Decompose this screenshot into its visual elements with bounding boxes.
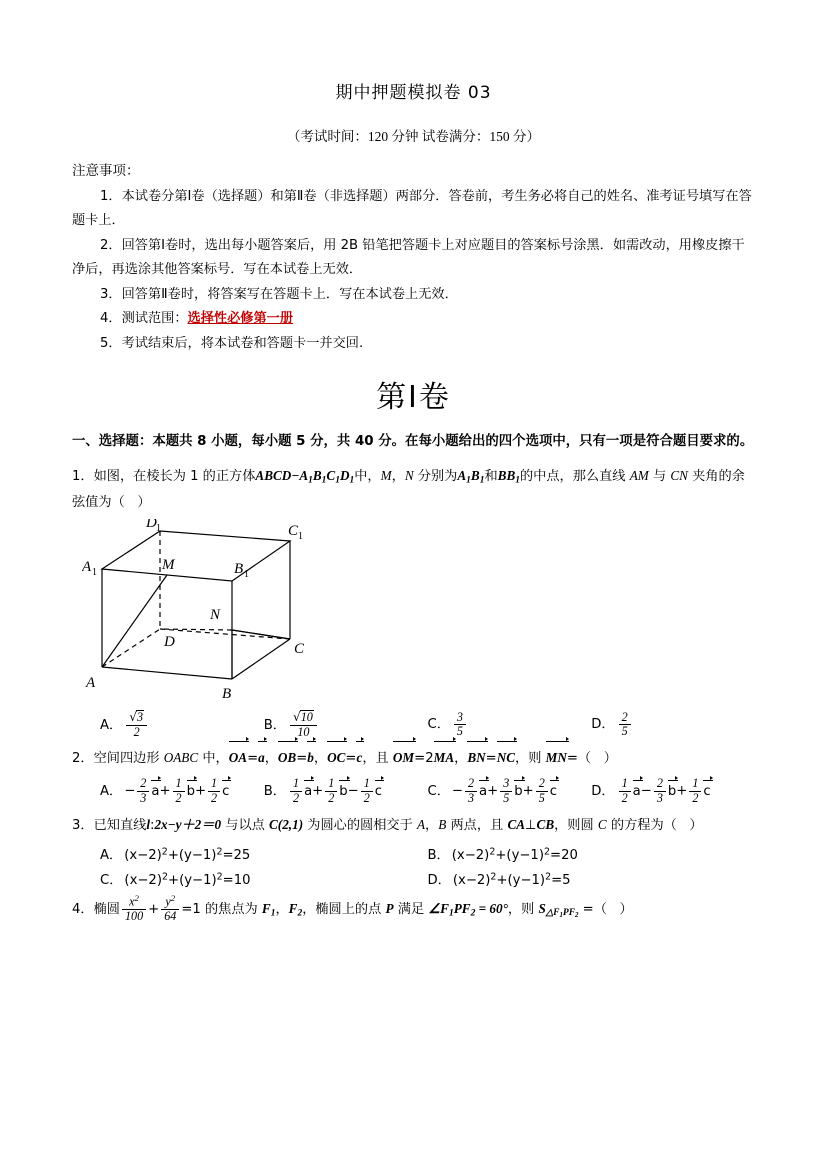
label-D1: D (146, 519, 157, 532)
question-1-number: 1． (72, 469, 94, 485)
label-C: C (294, 641, 305, 658)
question-2-option-d[interactable]: D． $\frac{1}{2}$ a− $\frac{2}{3}$ b+ $\frac{1}{2}$ c (591, 776, 711, 806)
notice-header: 注意事项： (72, 163, 140, 179)
label-M: M (162, 557, 175, 574)
label-B1: B (234, 561, 244, 578)
label-C1: C (288, 523, 299, 540)
question-2-number: 2． (72, 751, 94, 767)
question-4: 4．椭圆 $\frac{x^2}{100}$ + $\frac{y^2}{64}$ =1 的焦点为 $F_1$，$F_2$，椭圆上的点 P 满足 $\angle F_1PF_2 = 60^\circ$，则 $S_{\triangle F_1PF_2}$ =（ ） (72, 892, 633, 923)
notice-item-5: 5．考试结束后，将本试卷和答题卡一并交回. (100, 335, 364, 351)
question-4-number: 4． (72, 901, 94, 917)
question-1-cube-label: $ABCD-A_1B_1C_1D_1$ (255, 468, 355, 487)
question-2: 2．空间四边形 OABC 中，OA=a，OB=b，OC=c，且 OM=2MA，BN=NC，则 MN=（ ） (72, 745, 755, 771)
question-1-mid-labels: $A_1B_1$ (457, 468, 485, 487)
label-A1: A (82, 559, 92, 576)
cube-figure-svg (82, 519, 392, 699)
question-1-options (72, 710, 755, 739)
question-3-options-row2 (72, 869, 755, 888)
question-2-option-a[interactable]: A． − $\frac{2}{3}$ a+ $\frac{1}{2}$ b+ $\frac{1}{2}$ c (100, 776, 230, 806)
question-3: 3．已知直线l:2x−y＋2＝0 与以点 C(2,1) 为圆心的圆相交于 A，B 两点，且 CA⊥CB，则圆 C 的方程为（ ） (72, 816, 703, 833)
question-1 (72, 463, 755, 515)
label-D: D (164, 634, 175, 651)
question-3-option-c[interactable]: C． $(x-2)^2+(y-1)^2=10$ (100, 870, 251, 888)
notice-scope-highlight: 选择性必修第一册 (187, 311, 294, 327)
question-2-option-b[interactable]: B． $\frac{1}{2}$ a+ $\frac{1}{2}$ b− $\frac{1}{2}$ c (263, 776, 383, 806)
notice-item-1: 1．本试卷分第Ⅰ卷（选择题）和第Ⅱ卷（非选择题）两部分．答卷前，考生务必将自己的姓名、准考证号填写在答题卡上． (72, 189, 752, 229)
page-title: 期中押题模拟卷 03 (335, 83, 492, 103)
question-3-option-b[interactable]: B． $(x-2)^2+(y-1)^2=20$ (427, 845, 578, 863)
label-D1-sub: 1 (156, 523, 161, 535)
label-C1-sub: 1 (298, 531, 303, 543)
question-3-number: 3． (72, 817, 94, 833)
section-one-description: 一、选择题：本题共 8 小题，每小题 5 分，共 40 分。在每小题给出的四个选项中，只有一项是符合题目要求的。 (72, 433, 754, 449)
cube-figure (82, 519, 755, 704)
notice-item-4 (72, 307, 755, 331)
notice-item-3: 3．回答第Ⅱ卷时，将答案写在答题卡上．写在本试卷上无效． (100, 286, 458, 302)
question-3-option-a[interactable]: A． $(x-2)^2+(y-1)^2=25$ (100, 845, 251, 863)
question-1-conj: 和 (484, 469, 498, 485)
question-1-option-d[interactable]: D． $\frac{2}{5}$ (591, 711, 755, 739)
question-1-mid-labels-2: $BB_1$ (497, 468, 520, 487)
question-1-option-c[interactable]: C． $\frac{3}{5}$ (428, 711, 592, 739)
section-heading-juan1: 第Ⅰ卷 (376, 380, 451, 414)
notice-item-2: 2．回答第Ⅰ卷时，选出每小题答案后，用 2B 铅笔把答题卡上对应题目的答案标号涂黑．如需改动，用橡皮擦干净后，再选涂其他答案标号．写在本试卷上无效． (72, 237, 745, 278)
label-N: N (210, 607, 221, 624)
label-B: B (222, 686, 232, 700)
question-1-option-b[interactable]: B． $\frac{√10}{10}$ (264, 710, 428, 739)
question-2-options (72, 777, 755, 805)
question-1-option-a[interactable]: A． $\frac{√3}{2}$ (100, 710, 264, 739)
question-2-option-c[interactable]: C． − $\frac{2}{3}$ a+ $\frac{3}{5}$ b+ $\frac{2}{5}$ c (427, 776, 558, 806)
question-1-stem-suffix: 的中点，那么直线 AM 与 CN 夹角的余弦值为（ ） (72, 468, 745, 511)
label-B1-sub: 1 (244, 569, 249, 581)
question-1-stem-middle: 中，M，N 分别为 (354, 468, 458, 485)
exam-meta: （考试时间：120 分钟 试卷满分：150 分） (286, 129, 541, 144)
question-1-stem-prefix: 如图，在棱长为 1 的正方体 (93, 469, 256, 485)
question-3-option-d[interactable]: D． $(x-2)^2+(y-1)^2=5$ (427, 870, 571, 888)
question-3-options-row1 (72, 844, 755, 863)
label-A1-sub: 1 (92, 567, 97, 579)
notice-scope-prefix: 4．测试范围： (100, 311, 188, 327)
label-A: A (86, 675, 96, 692)
